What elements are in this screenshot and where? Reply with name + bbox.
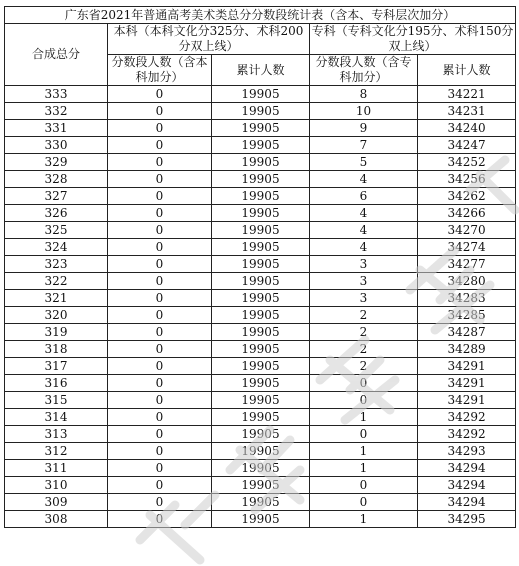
table-row: [5, 290, 516, 307]
total-score-cell: 331: [5, 120, 108, 137]
table-row: [5, 188, 516, 205]
table-row: [5, 375, 516, 392]
junior-college-count-cell: 0: [310, 375, 418, 392]
table-row: [5, 307, 516, 324]
total-score-cell: 329: [5, 154, 108, 171]
junior-college-cumulative-cell: 34291: [418, 392, 516, 409]
undergraduate-cumulative-cell: 19905: [212, 324, 310, 341]
group-header-row: [5, 24, 516, 55]
table-row: [5, 460, 516, 477]
undergraduate-count-cell: 0: [108, 205, 212, 222]
score-table-container: [4, 6, 515, 528]
table-row: [5, 494, 516, 511]
junior-college-cumulative-cell: 34291: [418, 375, 516, 392]
total-score-cell: 327: [5, 188, 108, 205]
total-score-cell: 322: [5, 273, 108, 290]
total-score-header: 合成总分: [5, 24, 108, 86]
undergraduate-count-cell: 0: [108, 392, 212, 409]
table-row: [5, 154, 516, 171]
table-row: [5, 392, 516, 409]
junior-college-count-cell: 7: [310, 137, 418, 154]
junior-college-count-cell: 1: [310, 511, 418, 528]
junior-college-count-cell: 5: [310, 154, 418, 171]
junior-college-count-cell: 6: [310, 188, 418, 205]
undergraduate-count-cell: 0: [108, 460, 212, 477]
undergraduate-group-header: 本科（本科文化分325分、术科200分双上线）: [108, 24, 310, 55]
table-row: [5, 239, 516, 256]
junior-college-cumulative-cell: 34266: [418, 205, 516, 222]
total-score-cell: 332: [5, 103, 108, 120]
junior-college-cumulative-cell: 34256: [418, 171, 516, 188]
junior-college-count-cell: 1: [310, 443, 418, 460]
junior-college-cumulative-cell: 34262: [418, 188, 516, 205]
table-row: [5, 205, 516, 222]
undergraduate-count-cell: 0: [108, 188, 212, 205]
undergraduate-cumulative-cell: 19905: [212, 103, 310, 120]
total-score-cell: 323: [5, 256, 108, 273]
undergraduate-count-cell: 0: [108, 290, 212, 307]
junior-college-count-cell: 4: [310, 222, 418, 239]
junior-college-cumulative-cell: 34285: [418, 307, 516, 324]
junior-college-count-cell: 2: [310, 358, 418, 375]
junior-college-count-cell: 0: [310, 494, 418, 511]
total-score-cell: 311: [5, 460, 108, 477]
table-row: [5, 409, 516, 426]
undergraduate-count-cell: 0: [108, 256, 212, 273]
undergraduate-cumulative-cell: 19905: [212, 341, 310, 358]
table-row: [5, 103, 516, 120]
junior-college-cumulative-cell: 34270: [418, 222, 516, 239]
junior-college-count-header: 分数段人数（含专科加分）: [310, 55, 418, 86]
total-score-cell: 321: [5, 290, 108, 307]
junior-college-count-cell: 3: [310, 273, 418, 290]
junior-college-cumulative-cell: 34221: [418, 86, 516, 103]
junior-college-count-cell: 1: [310, 460, 418, 477]
undergraduate-count-cell: 0: [108, 341, 212, 358]
junior-college-count-cell: 10: [310, 103, 418, 120]
table-row: [5, 341, 516, 358]
junior-college-cumulative-cell: 34295: [418, 511, 516, 528]
total-score-cell: 324: [5, 239, 108, 256]
table-row: [5, 86, 516, 103]
junior-college-cumulative-cell: 34294: [418, 494, 516, 511]
undergraduate-cumulative-cell: 19905: [212, 426, 310, 443]
undergraduate-count-cell: 0: [108, 86, 212, 103]
undergraduate-count-cell: 0: [108, 494, 212, 511]
total-score-cell: 325: [5, 222, 108, 239]
table-row: [5, 171, 516, 188]
table-title: 广东省2021年普通高考美术类总分分数段统计表（含本、专科层次加分）: [5, 7, 516, 24]
junior-college-cumulative-cell: 34274: [418, 239, 516, 256]
undergraduate-count-cell: 0: [108, 409, 212, 426]
table-row: [5, 324, 516, 341]
undergraduate-cumulative-header: 累计人数: [212, 55, 310, 86]
total-score-cell: 328: [5, 171, 108, 188]
table-row: [5, 426, 516, 443]
junior-college-cumulative-header: 累计人数: [418, 55, 516, 86]
undergraduate-cumulative-cell: 19905: [212, 120, 310, 137]
total-score-cell: 312: [5, 443, 108, 460]
table-row: [5, 256, 516, 273]
junior-college-count-cell: 2: [310, 324, 418, 341]
junior-college-count-cell: 1: [310, 409, 418, 426]
score-distribution-table: [4, 6, 516, 528]
undergraduate-count-cell: 0: [108, 154, 212, 171]
undergraduate-count-cell: 0: [108, 511, 212, 528]
junior-college-count-cell: 4: [310, 205, 418, 222]
title-row: [5, 7, 516, 24]
undergraduate-cumulative-cell: 19905: [212, 443, 310, 460]
undergraduate-cumulative-cell: 19905: [212, 307, 310, 324]
table-row: [5, 443, 516, 460]
junior-college-cumulative-cell: 34294: [418, 460, 516, 477]
undergraduate-count-cell: 0: [108, 273, 212, 290]
junior-college-cumulative-cell: 34283: [418, 290, 516, 307]
junior-college-cumulative-cell: 34291: [418, 358, 516, 375]
undergraduate-cumulative-cell: 19905: [212, 392, 310, 409]
total-score-cell: 319: [5, 324, 108, 341]
undergraduate-count-cell: 0: [108, 103, 212, 120]
total-score-cell: 317: [5, 358, 108, 375]
table-row: [5, 222, 516, 239]
table-row: [5, 120, 516, 137]
undergraduate-count-cell: 0: [108, 426, 212, 443]
table-row: [5, 273, 516, 290]
total-score-cell: 318: [5, 341, 108, 358]
undergraduate-count-cell: 0: [108, 222, 212, 239]
undergraduate-count-cell: 0: [108, 477, 212, 494]
junior-college-cumulative-cell: 34280: [418, 273, 516, 290]
junior-college-cumulative-cell: 34247: [418, 137, 516, 154]
undergraduate-cumulative-cell: 19905: [212, 477, 310, 494]
junior-college-cumulative-cell: 34294: [418, 477, 516, 494]
table-row: [5, 358, 516, 375]
junior-college-count-cell: 2: [310, 307, 418, 324]
total-score-cell: 310: [5, 477, 108, 494]
junior-college-count-cell: 0: [310, 426, 418, 443]
junior-college-cumulative-cell: 34277: [418, 256, 516, 273]
undergraduate-count-cell: 0: [108, 443, 212, 460]
junior-college-group-header: 专科（专科文化分195分、术科150分双上线）: [310, 24, 516, 55]
junior-college-cumulative-cell: 34289: [418, 341, 516, 358]
undergraduate-count-cell: 0: [108, 171, 212, 188]
junior-college-cumulative-cell: 34293: [418, 443, 516, 460]
junior-college-cumulative-cell: 34287: [418, 324, 516, 341]
undergraduate-cumulative-cell: 19905: [212, 375, 310, 392]
undergraduate-cumulative-cell: 19905: [212, 511, 310, 528]
undergraduate-count-cell: 0: [108, 358, 212, 375]
undergraduate-cumulative-cell: 19905: [212, 137, 310, 154]
undergraduate-count-cell: 0: [108, 324, 212, 341]
junior-college-count-cell: 3: [310, 256, 418, 273]
total-score-cell: 315: [5, 392, 108, 409]
junior-college-cumulative-cell: 34231: [418, 103, 516, 120]
table-row: [5, 137, 516, 154]
junior-college-count-cell: 2: [310, 341, 418, 358]
undergraduate-cumulative-cell: 19905: [212, 460, 310, 477]
junior-college-count-cell: 3: [310, 290, 418, 307]
undergraduate-cumulative-cell: 19905: [212, 205, 310, 222]
undergraduate-cumulative-cell: 19905: [212, 409, 310, 426]
table-row: [5, 511, 516, 528]
junior-college-count-cell: 8: [310, 86, 418, 103]
junior-college-count-cell: 0: [310, 392, 418, 409]
undergraduate-cumulative-cell: 19905: [212, 358, 310, 375]
undergraduate-count-header: 分数段人数（含本科加分）: [108, 55, 212, 86]
undergraduate-count-cell: 0: [108, 307, 212, 324]
junior-college-cumulative-cell: 34252: [418, 154, 516, 171]
total-score-cell: 320: [5, 307, 108, 324]
undergraduate-cumulative-cell: 19905: [212, 154, 310, 171]
total-score-cell: 313: [5, 426, 108, 443]
undergraduate-cumulative-cell: 19905: [212, 86, 310, 103]
total-score-cell: 333: [5, 86, 108, 103]
undergraduate-cumulative-cell: 19905: [212, 239, 310, 256]
undergraduate-count-cell: 0: [108, 137, 212, 154]
junior-college-count-cell: 9: [310, 120, 418, 137]
junior-college-cumulative-cell: 34240: [418, 120, 516, 137]
junior-college-count-cell: 0: [310, 477, 418, 494]
undergraduate-cumulative-cell: 19905: [212, 273, 310, 290]
undergraduate-cumulative-cell: 19905: [212, 222, 310, 239]
undergraduate-cumulative-cell: 19905: [212, 256, 310, 273]
junior-college-count-cell: 4: [310, 239, 418, 256]
junior-college-cumulative-cell: 34292: [418, 426, 516, 443]
table-row: [5, 477, 516, 494]
undergraduate-count-cell: 0: [108, 120, 212, 137]
undergraduate-cumulative-cell: 19905: [212, 494, 310, 511]
total-score-cell: 309: [5, 494, 108, 511]
undergraduate-cumulative-cell: 19905: [212, 290, 310, 307]
total-score-cell: 308: [5, 511, 108, 528]
undergraduate-cumulative-cell: 19905: [212, 188, 310, 205]
junior-college-cumulative-cell: 34292: [418, 409, 516, 426]
junior-college-count-cell: 4: [310, 171, 418, 188]
undergraduate-cumulative-cell: 19905: [212, 171, 310, 188]
undergraduate-count-cell: 0: [108, 239, 212, 256]
total-score-cell: 330: [5, 137, 108, 154]
total-score-cell: 316: [5, 375, 108, 392]
undergraduate-count-cell: 0: [108, 375, 212, 392]
total-score-cell: 314: [5, 409, 108, 426]
total-score-cell: 326: [5, 205, 108, 222]
